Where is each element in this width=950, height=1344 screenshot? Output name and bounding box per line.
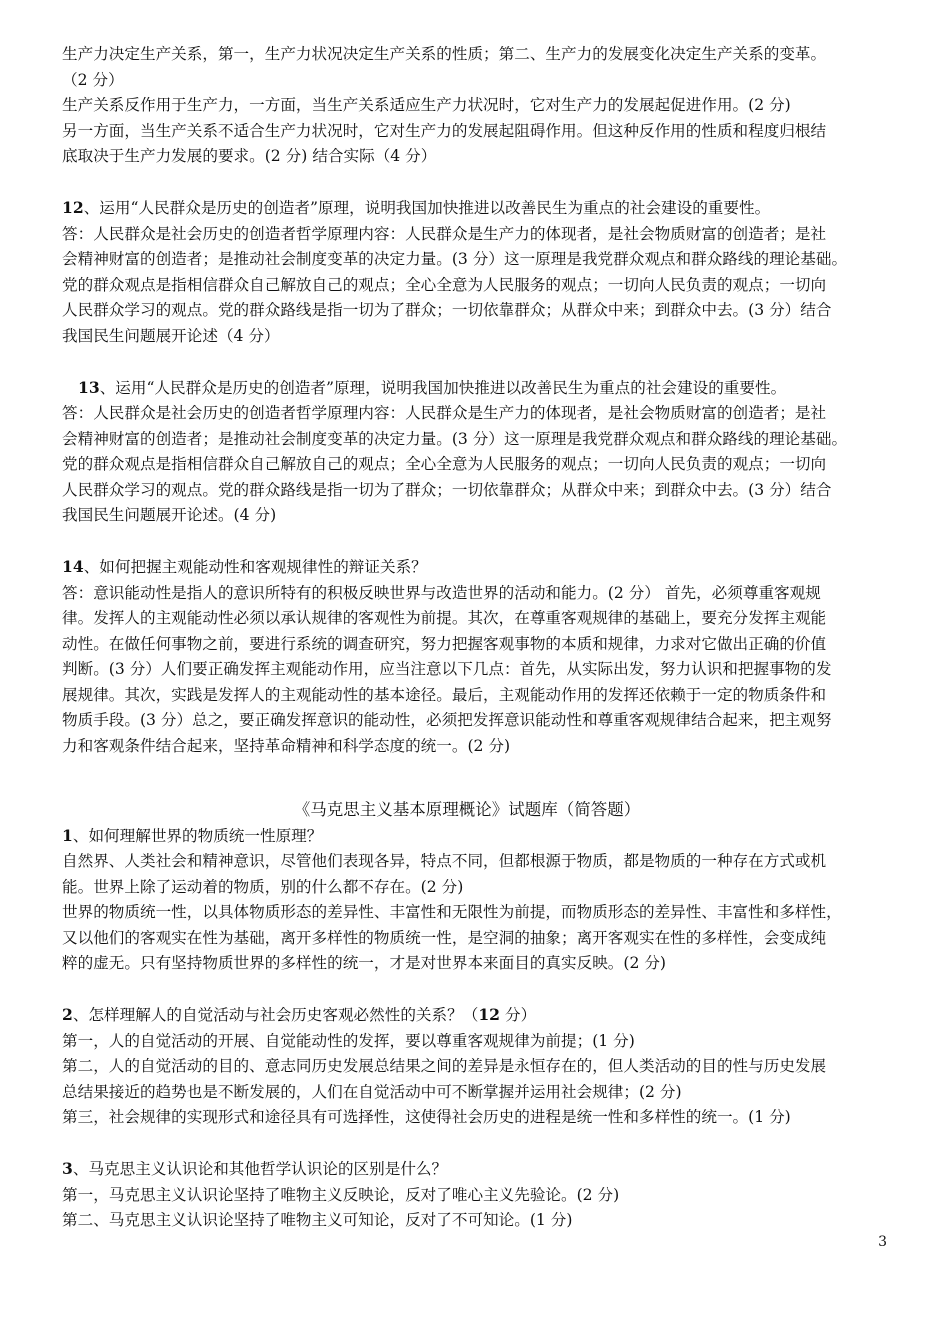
section-title: 《马克思主义基本原理概论》试题库（简答题） (293, 799, 641, 819)
answer-line: 粹的虚无。只有坚持物质世界的多样性的统一，才是对世界本来面目的真实反映。(2 分) (62, 954, 667, 972)
answer-line: 动性。在做任何事物之前，要进行系统的调查研究，努力把握客观事物的本质和规律，力求对它做出正确的价值 (62, 634, 827, 653)
short-question-2 (62, 1002, 902, 1131)
question-score: 12 (478, 1005, 501, 1024)
question-heading (62, 1002, 902, 1029)
question-number: 12 (62, 198, 84, 217)
short-question-3 (62, 1156, 902, 1234)
short-question-1 (62, 823, 902, 977)
answer-line: 第一，人的自觉活动的开展、自觉能动性的发挥，要以尊重客观规律为前提；(1 分) (62, 1031, 635, 1050)
page-number: 3 (878, 1234, 887, 1250)
text-line: 另一方面，当生产关系不适合生产力状况时，它对生产力的发展起阻碍作用。但这种反作用的性质和程度归根结 (62, 121, 827, 140)
question-heading (62, 823, 902, 850)
answer-line: 又以他们的客观实在性为基础，离开多样性的物质统一性，是空洞的抽象；离开客观实在性的多样性，会变成纯 (62, 928, 827, 947)
question-heading (62, 195, 902, 222)
question-number: 2 (62, 1005, 73, 1024)
answer-line: 第三，社会规律的实现形式和途径具有可选择性，这使得社会历史的进程是统一性和多样性的统一。(1 分) (62, 1108, 791, 1126)
answer-line: 党的群众观点是指相信群众自己解放自己的观点；全心全意为人民服务的观点；一切向人民负责的观点；一切向 (62, 455, 827, 473)
question-number: 13 (78, 377, 100, 397)
document-page (62, 42, 902, 1234)
question-14 (62, 554, 902, 759)
answer-line: 会精神财富的创造者；是推动社会制度变革的决定力量。(3 分）这一原理是我党群众观点和群众路线的理论基础。 (62, 429, 848, 448)
answer-line: 律。发挥人的主观能动性必须以承认规律的客观性为前提。其次，在尊重客观规律的基础上，要充分发挥主观能 (62, 609, 827, 627)
answer-line: 第一，马克思主义认识论坚持了唯物主义反映论，反对了唯心主义先验论。(2 分) (62, 1185, 620, 1204)
answer-line: 会精神财富的创造者；是推动社会制度变革的决定力量。(3 分）这一原理是我党群众观点和群众路线的理论基础。 (62, 250, 848, 268)
answer-line: 判断。(3 分）人们要正确发挥主观能动作用，应当注意以下几点：首先，从实际出发，努力认识和把握事物的发 (62, 660, 832, 678)
text-line: 底取决于生产力发展的要求。(2 分) 结合实际（4 分） (62, 147, 437, 165)
answer-line: 答：人民群众是社会历史的创造者哲学原理内容：人民群众是生产力的体现者，是社会物质财富的创造者；是社 (62, 224, 827, 243)
question-text: 、运用“人民群众是历史的创造者”原理，说明我国加快推进以改善民生为重点的社会建设的重要性。 (83, 199, 771, 217)
question-heading (62, 554, 902, 581)
answer-line: 人民群众学习的观点。党的群众路线是指一切为了群众；一切依靠群众；从群众中来；到群众中去。(3 分）结合 (62, 301, 832, 319)
question-number: 14 (62, 557, 84, 576)
answer-line: 答：人民群众是社会历史的创造者哲学原理内容：人民群众是生产力的体现者，是社会物质财富的创造者；是社 (62, 404, 827, 422)
answer-line: 世界的物质统一性，以具体物质形态的差异性、丰富性和无限性为前提，而物质形态的差异性、丰富性和多样性， (62, 903, 842, 921)
question-heading (62, 1156, 902, 1183)
answer-line: 我国民生问题展开论述（4 分） (62, 326, 280, 345)
answer-line: 力和客观条件结合起来，坚持革命精神和科学态度的统一。(2 分) (62, 736, 511, 755)
question-text: 、如何把握主观能动性和客观规律性的辩证关系？ (83, 558, 427, 576)
text-line: 生产力决定生产关系，第一，生产力状况决定生产关系的性质；第二、生产力的发展变化决定生产关系的变革。 (62, 45, 827, 63)
answer-line: 能。世界上除了运动着的物质，别的什么都不存在。(2 分) (62, 877, 464, 896)
answer-line: 第二、马克思主义认识论坚持了唯物主义可知论，反对了不可知论。(1 分) (62, 1211, 573, 1229)
text-line: 生产关系反作用于生产力，一方面，当生产关系适应生产力状况时，它对生产力的发展起促进作用。(2 分) (62, 96, 791, 114)
answer-line: 总结果接近的趋势也是不断发展的，人们在自觉活动中可不断掌握并运用社会规律；(2 分) (62, 1082, 682, 1101)
answer-line: 物质手段。(3 分）总之，要正确发挥意识的能动性，必须把发挥意识能动性和尊重客观规律结合起来，把主观努 (62, 711, 832, 729)
answer-line: 第二，人的自觉活动的目的、意志同历史发展总结果之间的差异是永恒存在的，但人类活动的目的性与历史发展 (62, 1057, 827, 1075)
answer-line: 人民群众学习的观点。党的群众路线是指一切为了群众；一切依靠群众；从群众中来；到群众中去。(3 分）结合 (62, 480, 832, 499)
question-text: 、马克思主义认识论和其他哲学认识论的区别是什么？ (72, 1160, 448, 1178)
question-number: 1 (62, 825, 73, 845)
question-text-end: 分） (500, 1006, 537, 1024)
question-text: 、如何理解世界的物质统一性原理？ (72, 826, 323, 845)
previous-answer (62, 42, 902, 170)
question-heading (62, 375, 902, 402)
answer-line: 我国民生问题展开论述。(4 分) (62, 506, 277, 524)
question-number: 3 (62, 1159, 73, 1178)
answer-line: 展规律。其次，实践是发挥人的主观能动性的基本途径。最后，主观能动作用的发挥还依赖于一定的物质条件和 (62, 685, 827, 704)
text-line: （2 分） (62, 70, 124, 89)
question-13 (62, 375, 902, 529)
question-12 (62, 195, 902, 349)
answer-line: 党的群众观点是指相信群众自己解放自己的观点；全心全意为人民服务的观点；一切向人民负责的观点；一切向 (62, 275, 827, 294)
answer-line: 答：意识能动性是指人的意识所特有的积极反映世界与改造世界的活动和能力。(2 分） 首先，必须尊重客观规 (62, 583, 821, 602)
question-text: 、怎样理解人的自觉活动与社会历史客观必然性的关系？（ (72, 1006, 479, 1024)
question-text: 、运用“人民群众是历史的创造者”原理，说明我国加快推进以改善民生为重点的社会建设的重要性。 (99, 378, 787, 397)
answer-line: 自然界、人类社会和精神意识，尽管他们表现各异，特点不同，但都根源于物质，都是物质的一种存在方式或机 (62, 852, 827, 870)
